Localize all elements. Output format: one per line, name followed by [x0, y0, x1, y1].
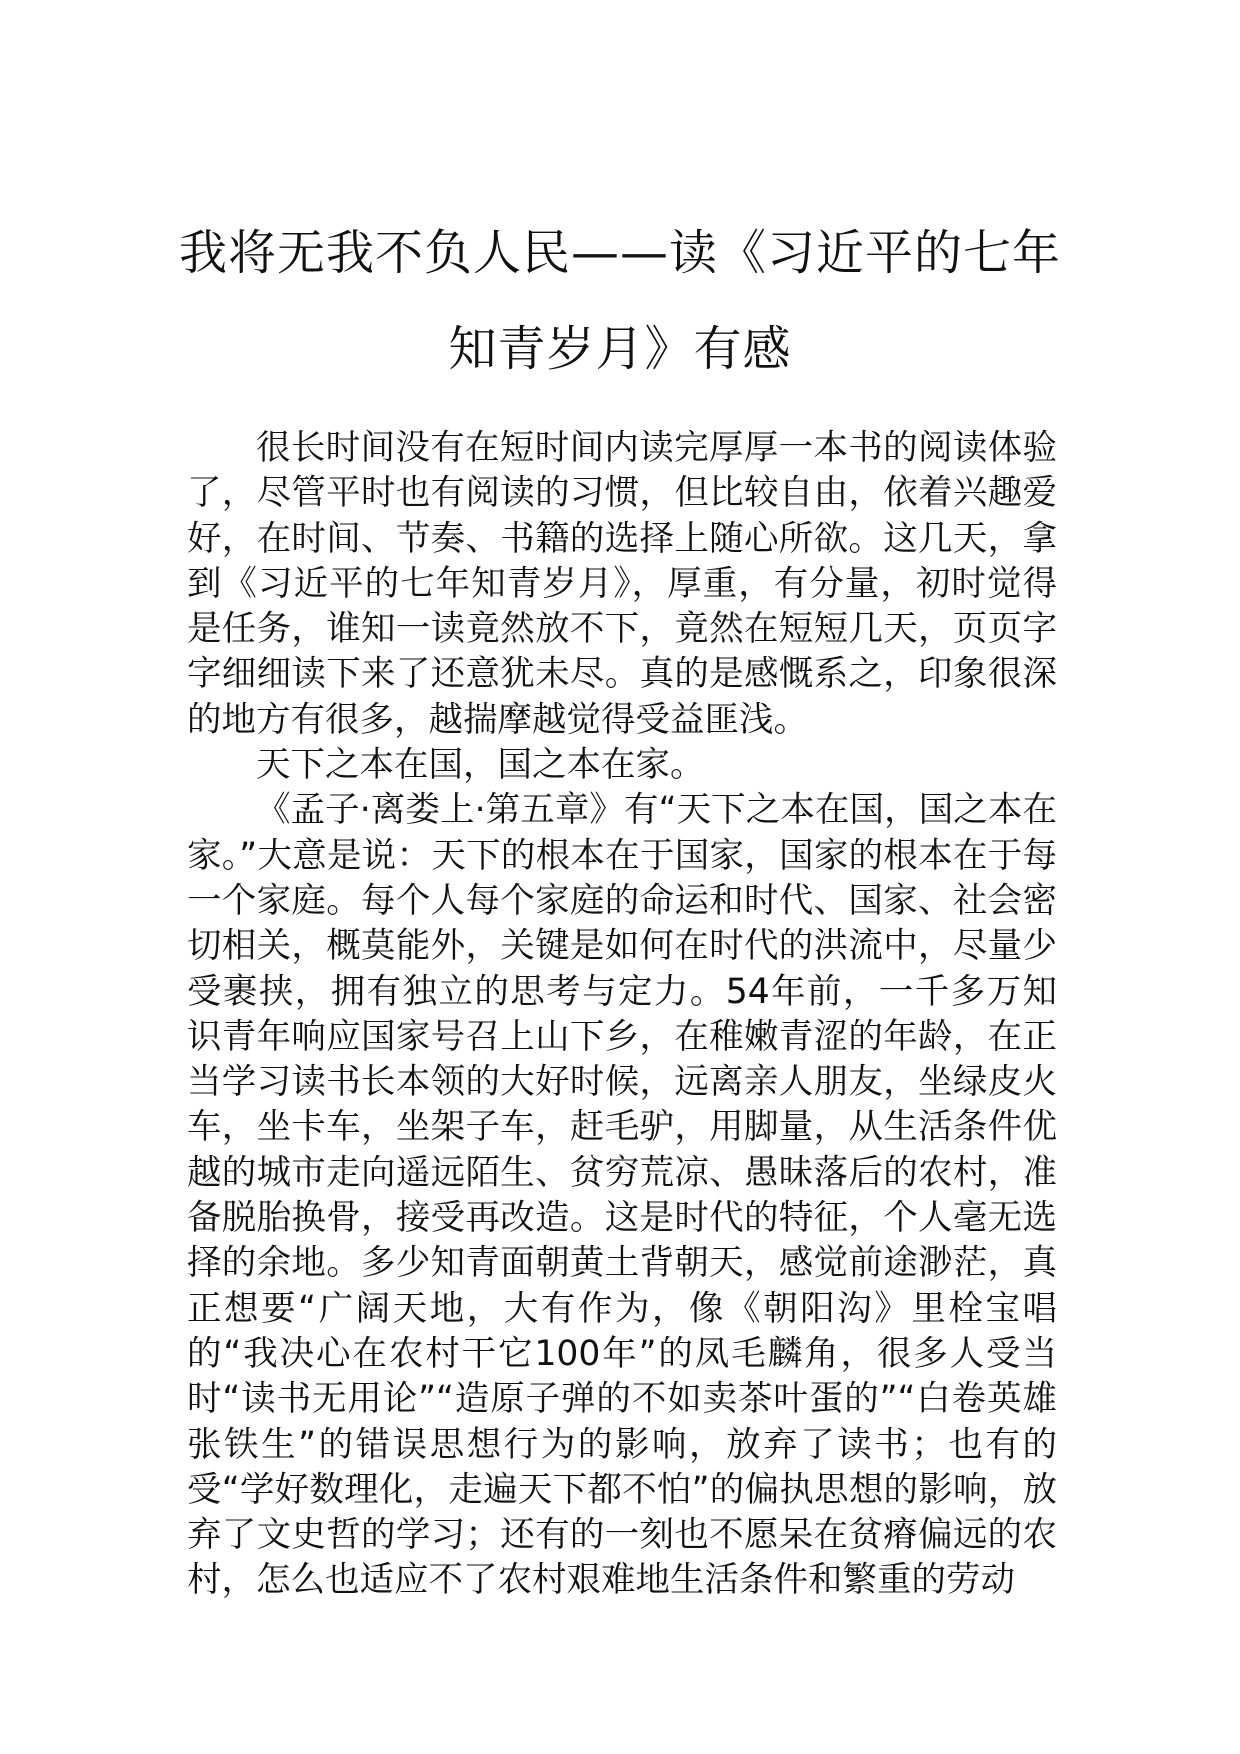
title-line-2: 知青岁月》有感: [448, 321, 792, 377]
paragraph-3: 《孟子·离娄上·第五章》有“天下之本在国，国之本在家。”大意是说：天下的根本在于国家，国家的根本在于每一个家庭。每个人每个家庭的命运和时代、国家、社会密切相关，概莫能外，关键是如何在时代的洪流中，尽量少受裹挟，拥有独立的思考与定力。54年前，一千多万知识青年响应国家号召上山下乡，在稚嫩青涩的年龄，在正当学习读书长本领的大好时候，远离亲人朋友，坐绿皮火车，坐卡车，坐架子车，赶毛驴，用脚量，从生活条件优越的城市走向遥远陌生、贫穷荒凉、愚昧落后的农村，准备脱胎换骨，接受再改造。这是时代的特征，个人毫无选择的余地。多少知青面朝黄土背朝天，感觉前途渺茫，真正想要“广阔天地，大有作为，像《朝阳沟》里栓宝唱的“我决心在农村干它100年”的凤毛麟角，很多人受当时“读书无用论”“造原子弹的不如卖茶叶蛋的”“白卷英雄张铁生”的错误思想行为的影响，放弃了读书；也有的受“学好数理化，走遍天下都不怕”的偏执思想的影响，放弃了文史哲的学习；还有的一刻也不愿呆在贫瘠偏远的农村，怎么也适应不了农村艰难地生活条件和繁重的劳动: [187, 790, 1057, 1601]
paragraph-1: 很长时间没有在短时间内读完厚厚一本书的阅读体验了，尽管平时也有阅读的习惯，但比较自由，依着兴趣爱好，在时间、节奏、书籍的选择上随心所欲。这几天，拿到《习近平的七年知青岁月》，厚重，有分量，初时觉得是任务，谁知一读竟然放不下，竟然在短短几天，页页字字细细读下来了还意犹未尽。真的是感慨系之，印象很深的地方有很多，越揣摩越觉得受益匪浅。: [187, 428, 1057, 740]
document-title: [150, 205, 1090, 397]
title-line-1: 我将无我不负人民——读《习近平的七年: [178, 225, 1061, 281]
paragraph-2: 天下之本在国，国之本在家。: [256, 745, 705, 786]
document-body: [187, 426, 1057, 1604]
